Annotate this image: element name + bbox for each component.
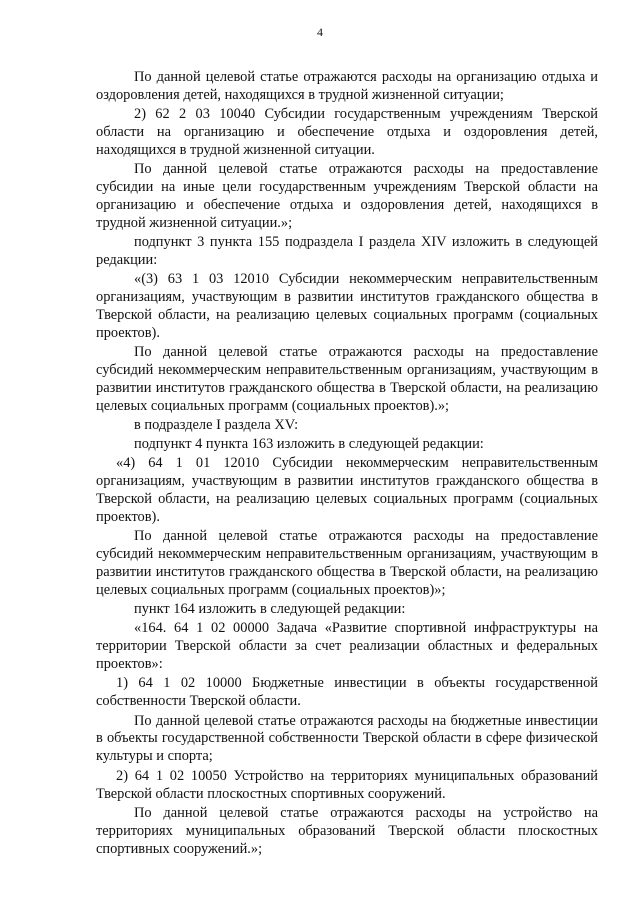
paragraph: По данной целевой статье отражаются расходы на предоставление субсидий некоммерческим неправительственным организациям, участвующим в развитии институтов гражданского общества в Тверской области, на реализацию целевых социальных программ (социальных проектов).»; bbox=[96, 344, 598, 414]
paragraph: в подразделе I раздела XV: bbox=[134, 417, 299, 433]
paragraph: «(3) 63 1 03 12010 Субсидии некоммерческим неправительственным организациям, участвующим в развитии институтов гражданского общества в Тверской области, на реализацию целевых социальных программ (социальных проектов). bbox=[96, 271, 598, 341]
paragraph: 2) 62 2 03 10040 Субсидии государственным учреждениям Тверской области на организацию и обеспечение отдыха и оздоровления детей, находящихся в трудной жизненной ситуации. bbox=[96, 106, 598, 158]
document-body bbox=[96, 69, 598, 860]
paragraph: По данной целевой статье отражаются расходы на бюджетные инвестиции в объекты государственной собственности Тверской области в сфере физической культуры и спорта; bbox=[96, 712, 598, 765]
paragraph: подпункт 3 пункта 155 подраздела I раздела XIV изложить в следующей редакции: bbox=[96, 234, 598, 268]
paragraph: подпункт 4 пункта 163 изложить в следующей редакции: bbox=[134, 436, 484, 453]
paragraph: По данной целевой статье отражаются расходы на организацию отдыха и оздоровления детей, находящихся в трудной жизненной ситуации; bbox=[96, 69, 598, 103]
page-number: 4 bbox=[317, 25, 323, 39]
paragraph: пункт 164 изложить в следующей редакции: bbox=[134, 601, 406, 618]
paragraph: По данной целевой статье отражаются расходы на устройство на территориях муниципальных образований Тверской области плоскостных спортивных сооружений.»; bbox=[96, 804, 598, 857]
paragraph: По данной целевой статье отражаются расходы на предоставление субсидии на иные цели государственным учреждениям Тверской области на организацию и обеспечение отдыха и оздоровления детей, находящихся в трудной жизненной ситуации.»; bbox=[96, 161, 598, 231]
paragraph: 2) 64 1 02 10050 Устройство на территориях муниципальных образований Тверской области плоскостных спортивных сооружений. bbox=[96, 767, 598, 802]
paragraph: «164. 64 1 02 00000 Задача «Развитие спортивной инфраструктуры на территории Тверской области за счет реализации областных и федеральных проектов»: bbox=[96, 620, 598, 673]
paragraph: 1) 64 1 02 10000 Бюджетные инвестиции в объекты государственной собственности Тверской области. bbox=[96, 675, 598, 710]
paragraph: По данной целевой статье отражаются расходы на предоставление субсидий некоммерческим неправительственным организациям, участвующим в развитии институтов гражданского общества в Тверской области, на реализацию целевых социальных программ (социальных проектов)»; bbox=[96, 528, 598, 599]
paragraph: «4) 64 1 01 12010 Субсидии некоммерческим неправительственным организациям, участвующим в развитии институтов гражданского общества в Тверской области, на реализацию целевых социальных программ (социальных проектов). bbox=[96, 455, 598, 526]
